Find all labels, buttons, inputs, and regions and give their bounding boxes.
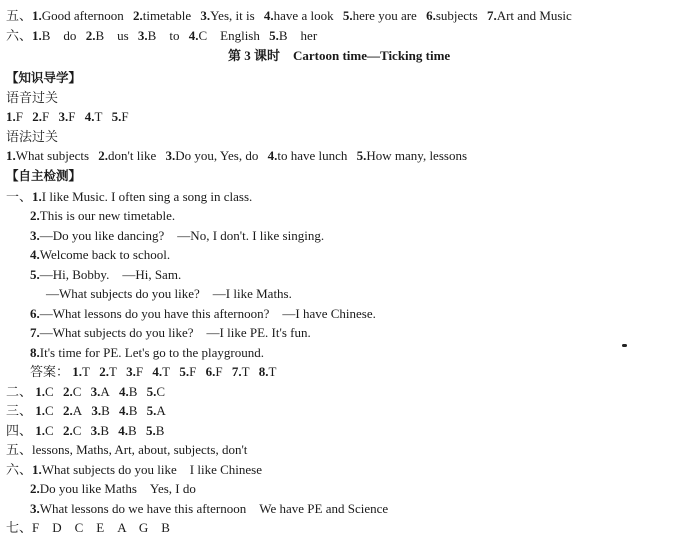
answer-text: lessons, Maths, Art, about, subjects, don't xyxy=(32,442,248,457)
item-number: 4. xyxy=(119,403,129,418)
item-number: 3. xyxy=(30,228,40,243)
answer-text: F xyxy=(41,109,50,124)
s1-item-8 xyxy=(30,345,264,361)
answer-text: Art and Music xyxy=(496,8,572,23)
item-number: 1. xyxy=(32,28,42,43)
answer-text: 六、 xyxy=(6,28,33,43)
item-number: 3. xyxy=(126,364,136,379)
section-two-answers xyxy=(6,384,165,400)
answer-text: T xyxy=(162,364,171,379)
answer-text: Good afternoon xyxy=(41,8,124,23)
item-number: 4. xyxy=(188,28,199,43)
item-number: 2. xyxy=(85,28,96,43)
s1-item-7 xyxy=(30,325,311,341)
item-number: 1. xyxy=(6,109,16,124)
answer-text: C xyxy=(45,384,54,399)
answer-text: F xyxy=(68,109,76,124)
answer-text: B xyxy=(155,423,165,438)
item-number: 5. xyxy=(342,8,353,23)
answer-text: C xyxy=(45,423,54,438)
item-number: 5. xyxy=(111,109,122,124)
answer-text: This is our new timetable. xyxy=(39,208,176,223)
answer-text: B xyxy=(128,384,138,399)
answer-text: F xyxy=(135,364,144,379)
item-number: 1. xyxy=(35,384,46,399)
s1-item-5 xyxy=(30,267,181,283)
item-number: 7. xyxy=(30,325,40,340)
answer-text: Yes, it is xyxy=(210,8,255,23)
answer-text: —Do you like dancing? —No, I don't. I like singing. xyxy=(39,228,325,243)
item-number: 6. xyxy=(30,306,40,321)
knowledge-heading: 【知识导学】 xyxy=(6,71,82,85)
item-number: 4. xyxy=(119,384,129,399)
answer-text: How many, lessons xyxy=(366,148,467,163)
answer-text: T xyxy=(94,109,103,124)
section-four-answers xyxy=(6,423,164,439)
item-number: 1. xyxy=(32,462,42,477)
item-number: 1. xyxy=(32,189,42,204)
answer-text: timetable xyxy=(142,8,192,23)
answer-text: T xyxy=(241,364,250,379)
item-number: 8. xyxy=(30,345,40,360)
item-number: 5. xyxy=(146,384,157,399)
item-number: 2. xyxy=(62,423,73,438)
answer-text: have a look xyxy=(273,8,334,23)
lesson-title: 第 3 课时 Cartoon time—Ticking time xyxy=(228,48,451,63)
answer-text: F xyxy=(15,109,23,124)
answer-text: Welcome back to school. xyxy=(39,247,171,262)
item-number: 2. xyxy=(99,364,109,379)
item-number: 5. xyxy=(179,364,190,379)
item-number: 1. xyxy=(35,423,46,438)
answer-text: What subjects xyxy=(15,148,90,163)
section-six-item-2 xyxy=(30,481,196,497)
prev-section-five xyxy=(6,8,572,24)
item-number: 5. xyxy=(145,423,156,438)
item-number: 7. xyxy=(486,8,497,23)
answer-text: 七、 xyxy=(6,520,33,535)
answer-text: T xyxy=(82,364,90,379)
section-five-answers xyxy=(6,442,247,458)
s1-item-6 xyxy=(30,306,376,322)
answer-text: 六、 xyxy=(6,462,33,477)
answer-text: 答案： xyxy=(30,364,70,379)
item-number: 2. xyxy=(62,384,73,399)
answer-text: C English xyxy=(198,28,260,43)
item-number: 6. xyxy=(426,8,436,23)
item-number: 3. xyxy=(90,423,101,438)
item-number: 4. xyxy=(263,8,274,23)
item-number: 1. xyxy=(6,148,16,163)
item-number: 1. xyxy=(72,364,83,379)
item-number: 1. xyxy=(32,8,42,23)
item-number: 2. xyxy=(98,148,109,163)
answer-text: B her xyxy=(278,28,318,43)
answer-text: A xyxy=(72,403,83,418)
s1-item-1 xyxy=(6,189,252,205)
item-number: 3. xyxy=(90,384,101,399)
answer-text: A xyxy=(100,384,110,399)
answer-text: —What lessons do you have this afternoon? —I have Chinese. xyxy=(39,306,376,321)
grammar-answers xyxy=(6,148,467,164)
item-number: 6. xyxy=(205,364,216,379)
item-number: 3. xyxy=(58,109,69,124)
answer-text: F xyxy=(215,364,223,379)
answer-text: B xyxy=(100,423,110,438)
answer-text: —Hi, Bobby. —Hi, Sam. xyxy=(39,267,182,282)
answer-text: 三、 xyxy=(6,403,33,418)
s1-answers xyxy=(30,364,276,380)
phonics-label: 语音过关 xyxy=(6,90,59,105)
item-number: 8. xyxy=(258,364,269,379)
answer-text: B xyxy=(101,403,110,418)
answer-text: C xyxy=(45,403,54,418)
answer-text: T xyxy=(108,364,117,379)
answer-text: C xyxy=(72,384,82,399)
answer-text: What subjects do you like I like Chinese xyxy=(41,462,262,477)
answer-text: F D C E A G B xyxy=(32,520,170,535)
answer-text: subjects xyxy=(435,8,478,23)
answer-text: —What subjects do you like? —I like PE. It's fun. xyxy=(39,325,311,340)
section-three-answers xyxy=(6,403,166,419)
item-number: 4. xyxy=(30,247,40,262)
selfcheck-heading: 【自主检测】 xyxy=(6,169,82,183)
item-number: 4. xyxy=(152,364,163,379)
section-six-item-3 xyxy=(30,501,388,517)
answer-text: B do xyxy=(41,28,77,43)
item-number: 5. xyxy=(146,403,157,418)
answer-text: F xyxy=(189,364,197,379)
item-number: 3. xyxy=(165,148,176,163)
answer-text: What lessons do we have this afternoon We have PE and Science xyxy=(39,501,389,516)
item-number: 5. xyxy=(356,148,367,163)
s1-item-5-cont xyxy=(46,286,292,302)
item-number: 4. xyxy=(118,423,129,438)
item-number: 4. xyxy=(267,148,278,163)
section-six-item-1 xyxy=(6,462,262,478)
answer-text: here you are xyxy=(352,8,417,23)
answer-text: —What subjects do you like? —I like Maths. xyxy=(46,286,292,301)
answer-text: B xyxy=(128,403,138,418)
answer-text: C xyxy=(72,423,82,438)
answer-text: It's time for PE. Let's go to the playground. xyxy=(39,345,264,360)
item-number: 2. xyxy=(30,481,40,496)
grammar-label: 语法过关 xyxy=(6,129,59,144)
item-number: 2. xyxy=(62,403,73,418)
answer-text: 一、 xyxy=(6,189,33,204)
item-number: 2. xyxy=(32,109,42,124)
answer-text: C xyxy=(156,384,166,399)
item-number: 3. xyxy=(30,501,40,516)
ink-mark xyxy=(622,344,627,347)
phonics-answers xyxy=(6,109,129,125)
item-number: 3. xyxy=(200,8,211,23)
section-seven-answers xyxy=(6,520,170,536)
item-number: 3. xyxy=(91,403,102,418)
answer-text: A xyxy=(156,403,166,418)
answer-text: B to xyxy=(147,28,180,43)
answer-text: I like Music. I often sing a song in class. xyxy=(41,189,253,204)
s1-item-2 xyxy=(30,208,175,224)
answer-text: 四、 xyxy=(6,423,33,438)
answer-text: F xyxy=(121,109,129,124)
answer-text: B us xyxy=(95,28,129,43)
item-number: 2. xyxy=(132,8,143,23)
item-number: 2. xyxy=(30,208,40,223)
item-number: 5. xyxy=(269,28,279,43)
item-number: 1. xyxy=(35,403,46,418)
answer-text: Do you like Maths Yes, I do xyxy=(39,481,196,496)
s1-item-3 xyxy=(30,228,324,244)
answer-text: don't like xyxy=(108,148,157,163)
answer-text: 五、 xyxy=(6,8,33,23)
s1-item-4 xyxy=(30,247,170,263)
answer-text: B xyxy=(128,423,137,438)
answer-text: Do you, Yes, do xyxy=(175,148,259,163)
item-number: 7. xyxy=(231,364,242,379)
answer-text: 二、 xyxy=(6,384,33,399)
prev-section-six xyxy=(6,28,317,44)
item-number: 4. xyxy=(84,109,95,124)
answer-text: 五、 xyxy=(6,442,33,457)
answer-text: to have lunch xyxy=(277,148,348,163)
item-number: 3. xyxy=(137,28,148,43)
answer-text: T xyxy=(268,364,277,379)
item-number: 5. xyxy=(30,267,40,282)
